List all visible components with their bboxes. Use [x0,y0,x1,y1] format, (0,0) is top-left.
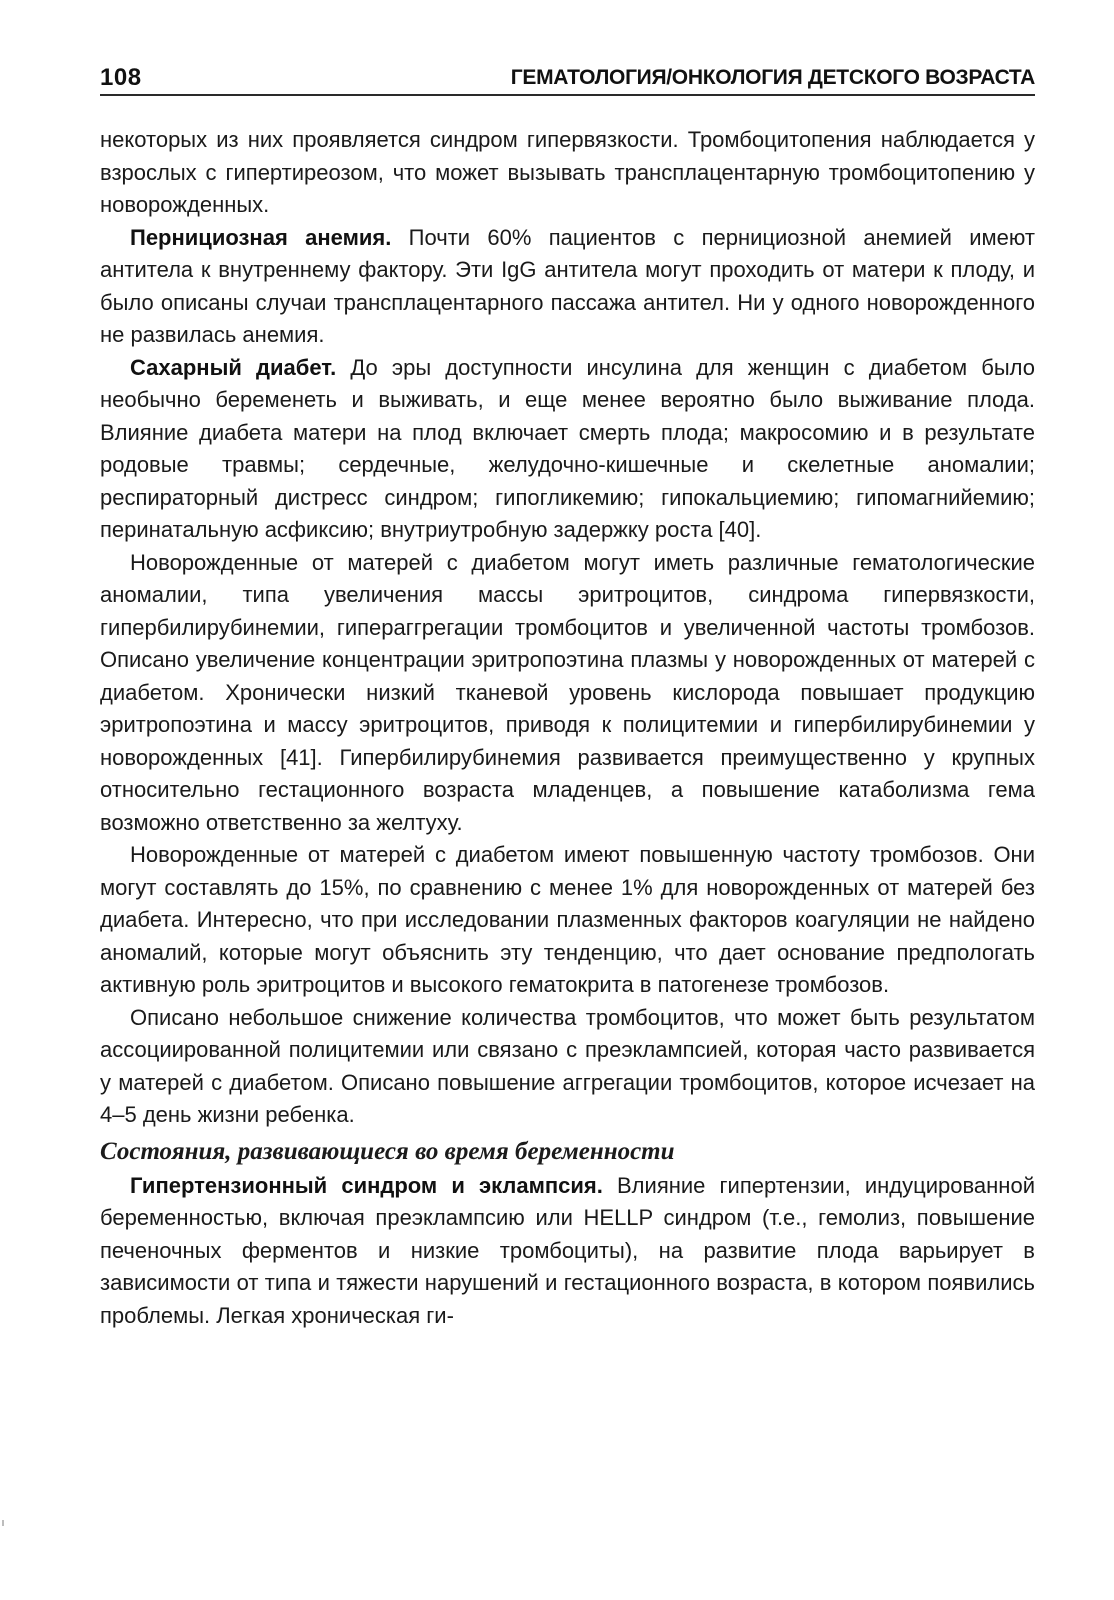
section-heading: Состояния, развивающиеся во время беременности [100,1137,675,1165]
paragraph-text: Описано небольшое снижение количества тромбоцитов, что может быть результатом ассоциированной полицитемии или связано с преэклампсией, которая часто развивается у матерей с диабетом. Описано повышение аггрегации тромбоцитов, которое исчезает на 4–5 день жизни ребенка. [100,1004,1035,1127]
paragraph-text: Новорожденные от матерей с диабетом могут иметь различные гематологические аномалии, типа увеличения массы эритроцитов, синдрома гипервязкости, гипербилирубинемии, гипераггрегации тромбоцитов и увеличенной частоты тромбозов. Описано увеличение концентрации эритропоэтина плазмы у новорожденных от матерей с диабетом. Хронически низкий тканевой уровень кислорода повышает продукцию эритропоэтина и массу эритроцитов, приводя к полицитемии и гипербилирубинемии у новорожденных [41]. Гипербилирубинемия развивается преимущественно у крупных относительно гестационного возраста младенцев, а повышение катаболизма гема возможно ответственно за желтуху. [100,549,1035,835]
run-in-heading: Пернициозная анемия. [130,224,392,250]
paragraph-platelets [100,1002,1035,1132]
paragraph-hematologic-anomalies [100,547,1035,840]
paragraph-text: некоторых из них проявляется синдром гипервязкости. Тромбоцитопения наблюдается у взрослых с гипертиреозом, что может вызывать трансплацентарную тромбоцитопению у новорожденных. [100,127,1035,217]
body-text [100,124,1035,1332]
running-title: ГЕМАТОЛОГИЯ/ОНКОЛОГИЯ ДЕТСКОГО ВОЗРАСТА [510,66,1035,89]
run-in-heading: Гипертензионный синдром и эклампсия. [130,1172,603,1198]
scan-speck [2,1520,4,1526]
paragraph-text: До эры доступности инсулина для женщин с диабетом было необычно беременеть и выживать, и еще менее вероятно было выживание плода. Влияние диабета матери на плод включает смерть плода; макросомию и в результате родовые травмы; сердечные, желудочно-кишечные и скелетные аномалии; респираторный дистресс синдром; гипогликемию; гипокальциемию; гипомагнийемию; перинатальную асфиксию; внутриутробную задержку роста [40]. [100,354,1035,542]
paragraph-text: Почти 60% пациентов с пернициозной анемией имеют антитела к внутреннему фактору. Эти IgG антитела могут проходить от матери к плоду, и было описаны случаи трансплацентарного пассажа антител. Ни у одного новорожденного не развилась анемия. [100,224,1035,347]
running-header [100,58,1035,96]
paragraph-hyperviscosity [100,124,1035,222]
page-number: 108 [100,64,142,91]
paragraph-text: Влияние гипертензии, индуцированной беременностью, включая преэклампсию или HELLP синдром (т.е., гемолиз, повышение печеночных ферментов и низкие тромбоциты), на развитие плода варьирует в зависимости от типа и тяжести нарушений и гестационного возраста, в котором появились проблемы. Легкая хроническая ги- [100,1172,1035,1328]
run-in-heading: Сахарный диабет. [130,354,337,380]
paragraph-diabetes [100,352,1035,547]
paragraph-text: Новорожденные от матерей с диабетом имеют повышенную частоту тромбозов. Они могут составлять до 15%, по сравнению с менее 1% для новорожденных от матерей без диабета. Интересно, что при исследовании плазменных факторов коагуляции не найдено аномалий, которые могут объяснить эту тенденцию, что дает основание предпологать активную роль эритроцитов и высокого гематокрита в патогенезе тромбозов. [100,842,1035,997]
paragraph-hypertension [100,1170,1035,1333]
paragraph-pernicious-anemia [100,222,1035,352]
paragraph-thrombosis [100,839,1035,1002]
